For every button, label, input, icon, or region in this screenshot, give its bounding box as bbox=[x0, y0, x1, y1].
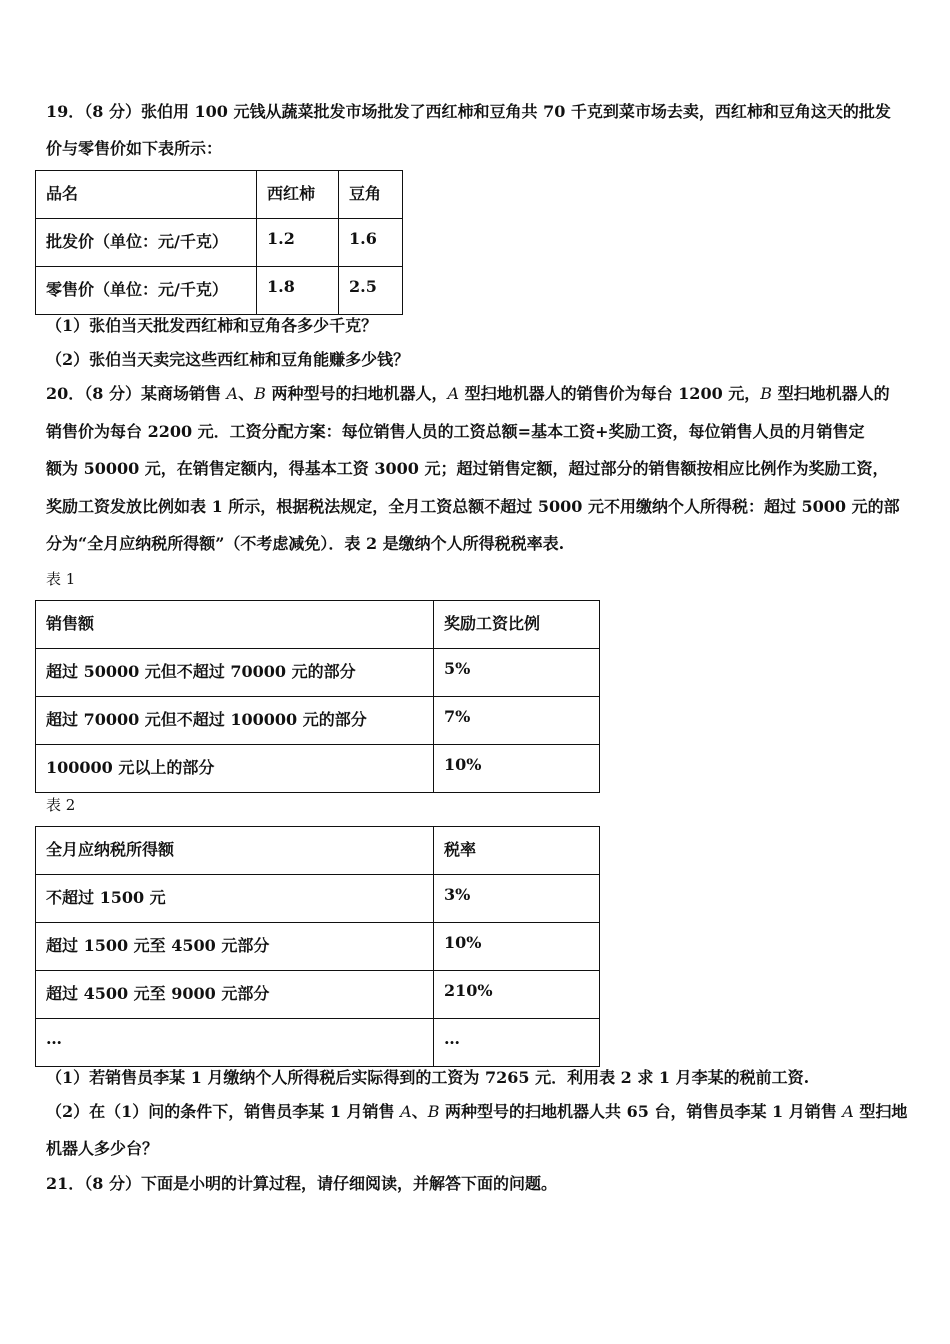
table-cell: 西红柿 bbox=[257, 171, 339, 219]
table-row bbox=[36, 923, 600, 971]
table-row bbox=[36, 875, 600, 923]
table-cell: … bbox=[434, 1019, 600, 1067]
table-cell: 1.8 bbox=[257, 267, 339, 315]
bonus-ratio-table bbox=[35, 600, 600, 793]
separator: 、 bbox=[238, 384, 255, 403]
table-cell: 销售额 bbox=[36, 601, 434, 649]
table-cell: 超过 4500 元至 9000 元部分 bbox=[36, 971, 434, 1019]
q20-sub2-c: 型扫地 bbox=[853, 1102, 908, 1121]
var-a: A bbox=[226, 384, 239, 403]
table-cell: 品名 bbox=[36, 171, 257, 219]
table1-caption: 表 1 bbox=[46, 570, 76, 588]
q20-sub1: （1）若销售员李某 1 月缴纳个人所得税后实际得到的工资为 7265 元．利用表 2 求 1 月李某的税前工资. bbox=[46, 1068, 810, 1087]
table-cell: 1.2 bbox=[257, 219, 339, 267]
q21-line1: 21．（8 分）下面是小明的计算过程，请仔细阅读，并解答下面的问题。 bbox=[46, 1174, 557, 1193]
q19-sub2: （2）张伯当天卖完这些西红柿和豆角能赚多少钱？ bbox=[46, 350, 410, 369]
table-cell: 2.5 bbox=[339, 267, 403, 315]
table-cell: 零售价（单位：元/千克） bbox=[36, 267, 257, 315]
table-cell: 210% bbox=[434, 971, 600, 1019]
table-cell: 100000 元以上的部分 bbox=[36, 745, 434, 793]
table-cell: 税率 bbox=[434, 827, 600, 875]
var-b: B bbox=[427, 1102, 440, 1121]
q20-sub2 bbox=[46, 1102, 907, 1122]
table-cell: 不超过 1500 元 bbox=[36, 875, 434, 923]
table-row bbox=[36, 219, 403, 267]
var-a: A bbox=[400, 1102, 412, 1121]
table-cell: 7% bbox=[434, 697, 600, 745]
table-row bbox=[36, 649, 600, 697]
tax-rate-table bbox=[35, 826, 600, 1067]
table-row bbox=[36, 601, 600, 649]
q20-line1-a: 20．（8 分）某商场销售 bbox=[46, 384, 227, 403]
q19-sub1: （1）张伯当天批发西红柿和豆角各多少千克？ bbox=[46, 316, 378, 335]
table-row bbox=[36, 745, 600, 793]
q20-line3: 额为 50000 元，在销售定额内，得基本工资 3000 元；超过销售定额，超过部分的销售额按相应比例作为奖励工资， bbox=[46, 459, 889, 478]
q20-line1-c: 型扫地机器人的销售价为每台 1200 元， bbox=[459, 384, 761, 403]
table-row bbox=[36, 1019, 600, 1067]
table-cell: 1.6 bbox=[339, 219, 403, 267]
table-cell: 全月应纳税所得额 bbox=[36, 827, 434, 875]
q19-line2: 价与零售价如下表所示： bbox=[46, 139, 223, 158]
table-cell: 超过 70000 元但不超过 100000 元的部分 bbox=[36, 697, 434, 745]
table-cell: 批发价（单位：元/千克） bbox=[36, 219, 257, 267]
var-b: B bbox=[760, 384, 773, 403]
var-b: B bbox=[254, 384, 266, 403]
q20-line2: 销售价为每台 2200 元．工资分配方案：每位销售人员的工资总额=基本工资+奖励工资，每位销售人员的月销售定 bbox=[46, 422, 865, 441]
table-cell: 10% bbox=[434, 923, 600, 971]
var-a: A bbox=[842, 1102, 854, 1121]
table-cell: … bbox=[36, 1019, 434, 1067]
q20-line1-b: 两种型号的扫地机器人， bbox=[265, 384, 448, 403]
table2-caption: 表 2 bbox=[46, 796, 76, 814]
q20-sub2-b: 两种型号的扫地机器人共 65 台，销售员李某 1 月销售 bbox=[439, 1102, 843, 1121]
table-cell: 10% bbox=[434, 745, 600, 793]
table-cell: 奖励工资比例 bbox=[434, 601, 600, 649]
table-cell: 3% bbox=[434, 875, 600, 923]
table-cell: 超过 50000 元但不超过 70000 元的部分 bbox=[36, 649, 434, 697]
q20-line1 bbox=[46, 384, 890, 404]
q20-line5: 分为“全月应纳税所得额”（不考虑减免）．表 2 是缴纳个人所得税税率表. bbox=[46, 534, 565, 553]
table-row bbox=[36, 171, 403, 219]
q20-sub2-a: （2）在（1）问的条件下，销售员李某 1 月销售 bbox=[46, 1102, 401, 1121]
separator: 、 bbox=[411, 1102, 428, 1121]
q20-line1-d: 型扫地机器人的 bbox=[772, 384, 890, 403]
table-row bbox=[36, 827, 600, 875]
var-a: A bbox=[447, 384, 460, 403]
q20-sub2-cont: 机器人多少台？ bbox=[46, 1139, 159, 1158]
table-cell: 5% bbox=[434, 649, 600, 697]
table-row bbox=[36, 971, 600, 1019]
table-cell: 豆角 bbox=[339, 171, 403, 219]
q19-line1: 19．（8 分）张伯用 100 元钱从蔬菜批发市场批发了西红柿和豆角共 70 千克到菜市场去卖，西红柿和豆角这天的批发 bbox=[46, 102, 891, 121]
q20-line4: 奖励工资发放比例如表 1 所示，根据税法规定，全月工资总额不超过 5000 元不用缴纳个人所得税：超过 5000 元的部 bbox=[46, 497, 900, 516]
table-row bbox=[36, 697, 600, 745]
q19-price-table bbox=[35, 170, 403, 315]
table-cell: 超过 1500 元至 4500 元部分 bbox=[36, 923, 434, 971]
table-row bbox=[36, 267, 403, 315]
